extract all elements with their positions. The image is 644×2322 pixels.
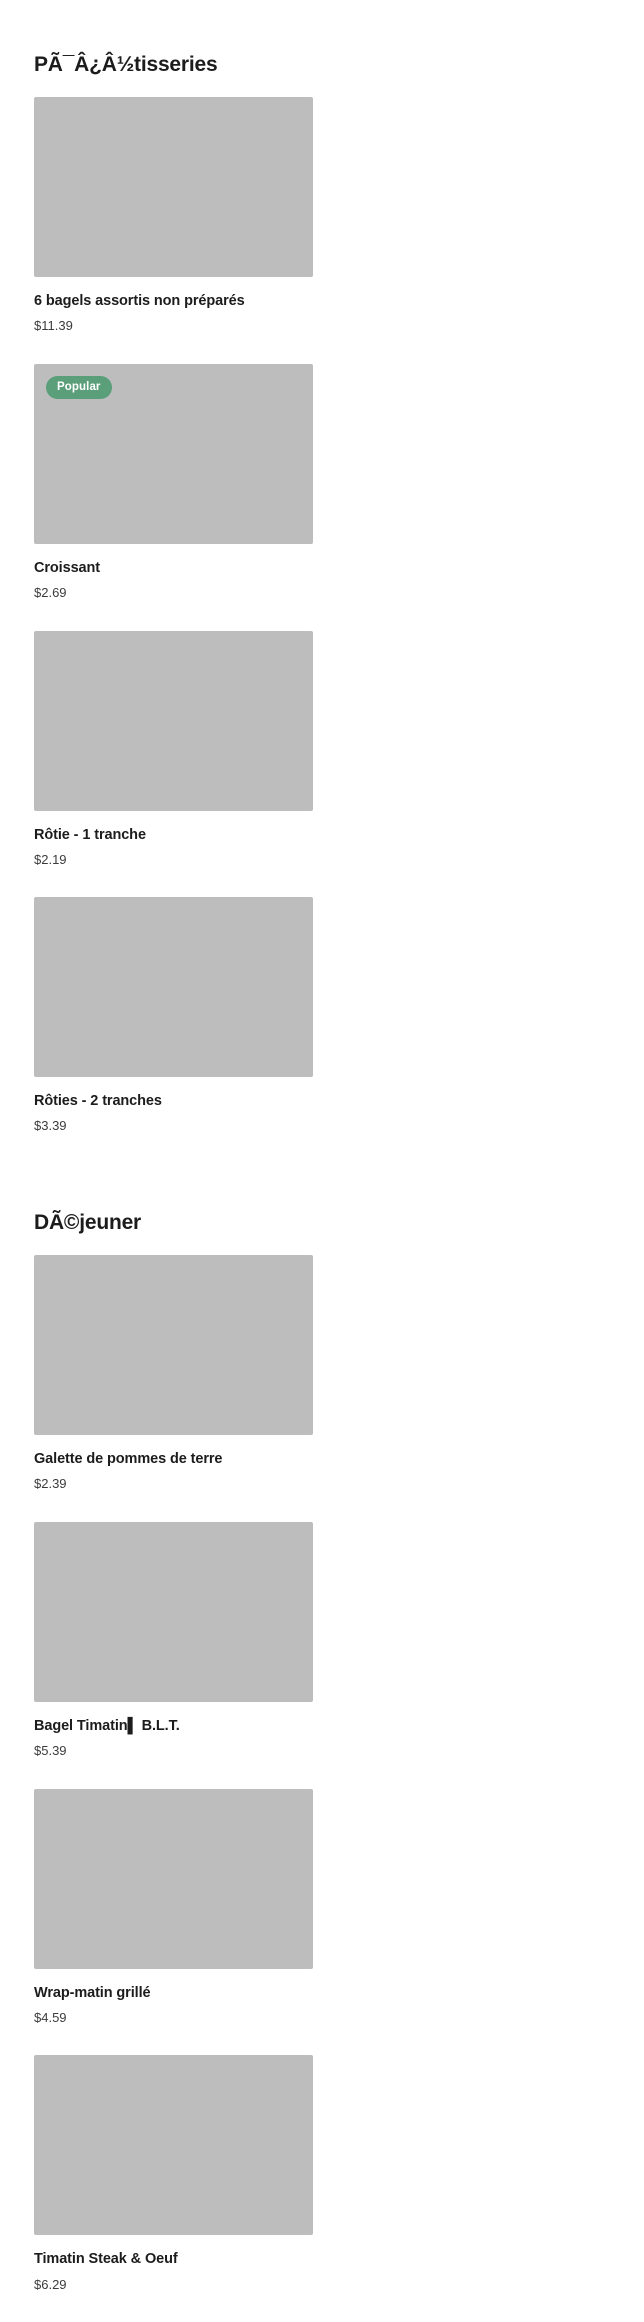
menu-item-price: $3.39 xyxy=(34,1118,67,1134)
menu-item-image[interactable] xyxy=(34,1789,313,1969)
menu-item-card[interactable] xyxy=(34,1789,313,2026)
menu-item-name: Bagel Timatin▌ B.L.T. xyxy=(34,1717,180,1734)
menu-item-name: Timatin Steak & Oeuf xyxy=(34,2251,178,2268)
menu-item-price: $2.39 xyxy=(34,1476,67,1492)
menu-item-price: $11.39 xyxy=(34,318,73,334)
menu-item-card[interactable] xyxy=(34,364,313,601)
menu-item-image[interactable] xyxy=(34,364,313,544)
menu-item-name: Rôtie - 1 tranche xyxy=(34,826,146,843)
menu-item-image[interactable] xyxy=(34,2055,313,2235)
menu-item-grid xyxy=(34,1255,610,2322)
menu-item-name: Croissant xyxy=(34,559,100,576)
menu-item-grid xyxy=(34,97,610,1164)
menu-item-card[interactable] xyxy=(34,631,313,868)
menu-item-card[interactable] xyxy=(34,97,313,334)
section-title: PÃ¯Â¿Â½tisseries xyxy=(34,53,218,76)
section-title: DÃ©jeuner xyxy=(34,1211,142,1235)
menu-section-dejeuner xyxy=(0,1164,644,2322)
menu-item-price: $2.19 xyxy=(34,851,67,867)
menu-item-name: 6 bagels assortis non préparés xyxy=(34,293,245,310)
menu-item-name: Rôties - 2 tranches xyxy=(34,1093,162,1110)
menu-item-image[interactable] xyxy=(34,1255,313,1435)
menu-item-card[interactable] xyxy=(34,897,313,1134)
menu-item-card[interactable] xyxy=(34,1255,313,1492)
menu-item-image[interactable] xyxy=(34,1522,313,1702)
menu-item-price: $5.39 xyxy=(34,1743,67,1759)
status-badge: Popular xyxy=(46,376,112,399)
menu-item-card[interactable] xyxy=(34,2055,313,2292)
menu-item-name: Wrap-matin grillé xyxy=(34,1984,151,2001)
menu-item-name: Galette de pommes de terre xyxy=(34,1451,223,1468)
menu-item-image[interactable] xyxy=(34,897,313,1077)
menu-item-card[interactable] xyxy=(34,1522,313,1759)
menu-item-image[interactable] xyxy=(34,631,313,811)
menu-item-image[interactable] xyxy=(34,97,313,277)
menu-item-price: $2.69 xyxy=(34,585,67,601)
menu-item-price: $6.29 xyxy=(34,2276,67,2292)
menu-item-price: $4.59 xyxy=(34,2009,67,2025)
